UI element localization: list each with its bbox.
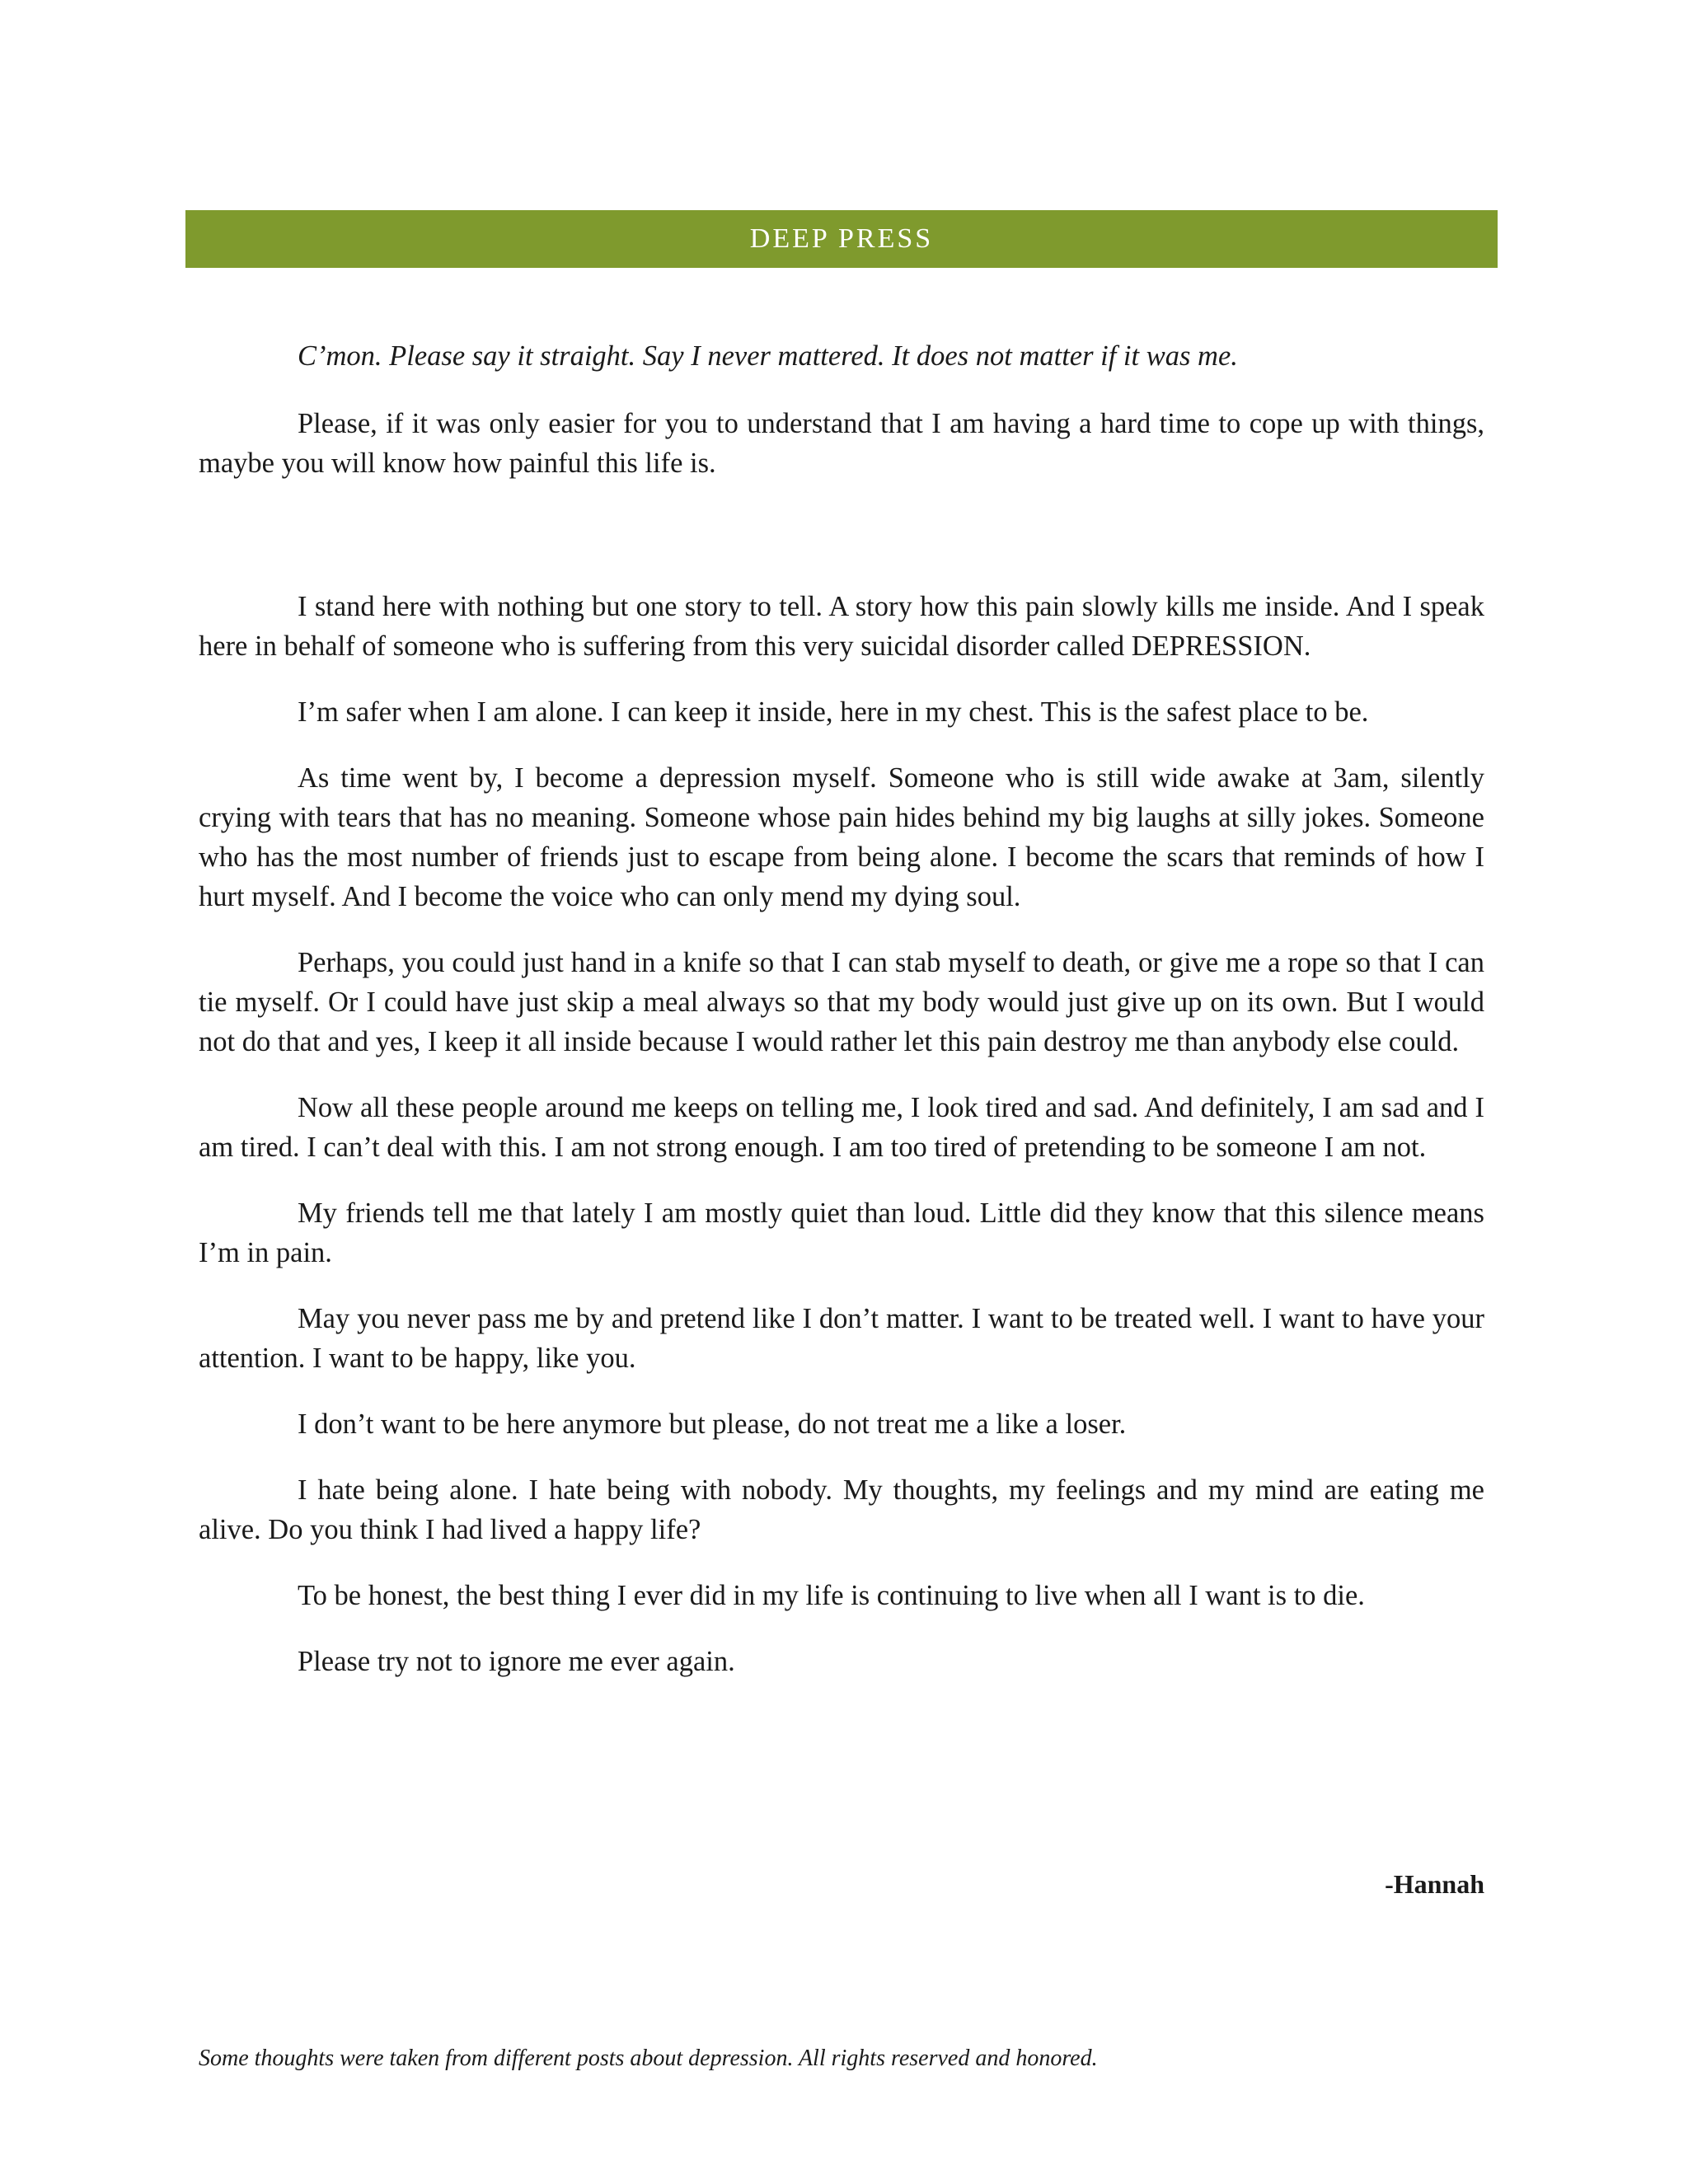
body-paragraph: To be honest, the best thing I ever did in my life is continuing to live when all I want is to die. (298, 1580, 1365, 1611)
body-paragraph: I hate being alone. I hate being with nobody. My thoughts, my feelings and my mind are eating me alive. Do you think I had lived a happy life? (199, 1474, 1484, 1545)
author-signature: -Hannah (1385, 1869, 1484, 1899)
body-paragraph: My friends tell me that lately I am mostly quiet than loud. Little did they know that this silence means I’m in pain. (199, 1197, 1484, 1268)
body-paragraph: I stand here with nothing but one story to tell. A story how this pain slowly kills me inside. And I speak here in behalf of someone who is suffering from this very suicidal disorder called DEPRESSION. (199, 591, 1484, 662)
body-paragraph: Please, if it was only easier for you to understand that I am having a hard time to cope up with things, maybe you will know how painful this life is. (199, 408, 1484, 479)
closing-paragraph: Please try not to ignore me ever again. (298, 1646, 735, 1677)
body-paragraph: Now all these people around me keeps on telling me, I look tired and sad. And definitely, I am sad and I am tired. I can’t deal with this. I am not strong enough. I am too tired of pretending to be someone I am not. (199, 1092, 1484, 1163)
body-paragraph: May you never pass me by and pretend like I don’t matter. I want to be treated well. I want to have your attention. I want to be happy, like you. (199, 1303, 1484, 1374)
body-paragraph: Perhaps, you could just hand in a knife so that I can stab myself to death, or give me a rope so that I can tie myself. Or I could have just skip a meal always so that my body would just give up on its own. But I would not do that and yes, I keep it all inside because I would rather let this pain destroy me than anybody else could. (199, 947, 1484, 1057)
article-body (199, 336, 1484, 1708)
body-paragraph: I’m safer when I am alone. I can keep it inside, here in my chest. This is the safest place to be. (298, 696, 1369, 728)
page-title: DEEP PRESS (749, 223, 934, 254)
intro-paragraph: C’mon. Please say it straight. Say I never mattered. It does not matter if it was me. (298, 340, 1238, 372)
body-paragraph: As time went by, I become a depression myself. Someone who is still wide awake at 3am, silently crying with tears that has no meaning. Someone whose pain hides behind my big laughs at silly jokes. Someone who has the most number of friends just to escape from being alone. I become the scars that reminds of how I hurt myself. And I become the voice who can only mend my dying soul. (199, 762, 1484, 912)
body-paragraph: I don’t want to be here anymore but please, do not treat me a like a loser. (298, 1408, 1127, 1440)
header-banner (185, 210, 1498, 268)
footer-disclaimer: Some thoughts were taken from different posts about depression. All rights reserved and honored. (199, 2046, 1098, 2071)
